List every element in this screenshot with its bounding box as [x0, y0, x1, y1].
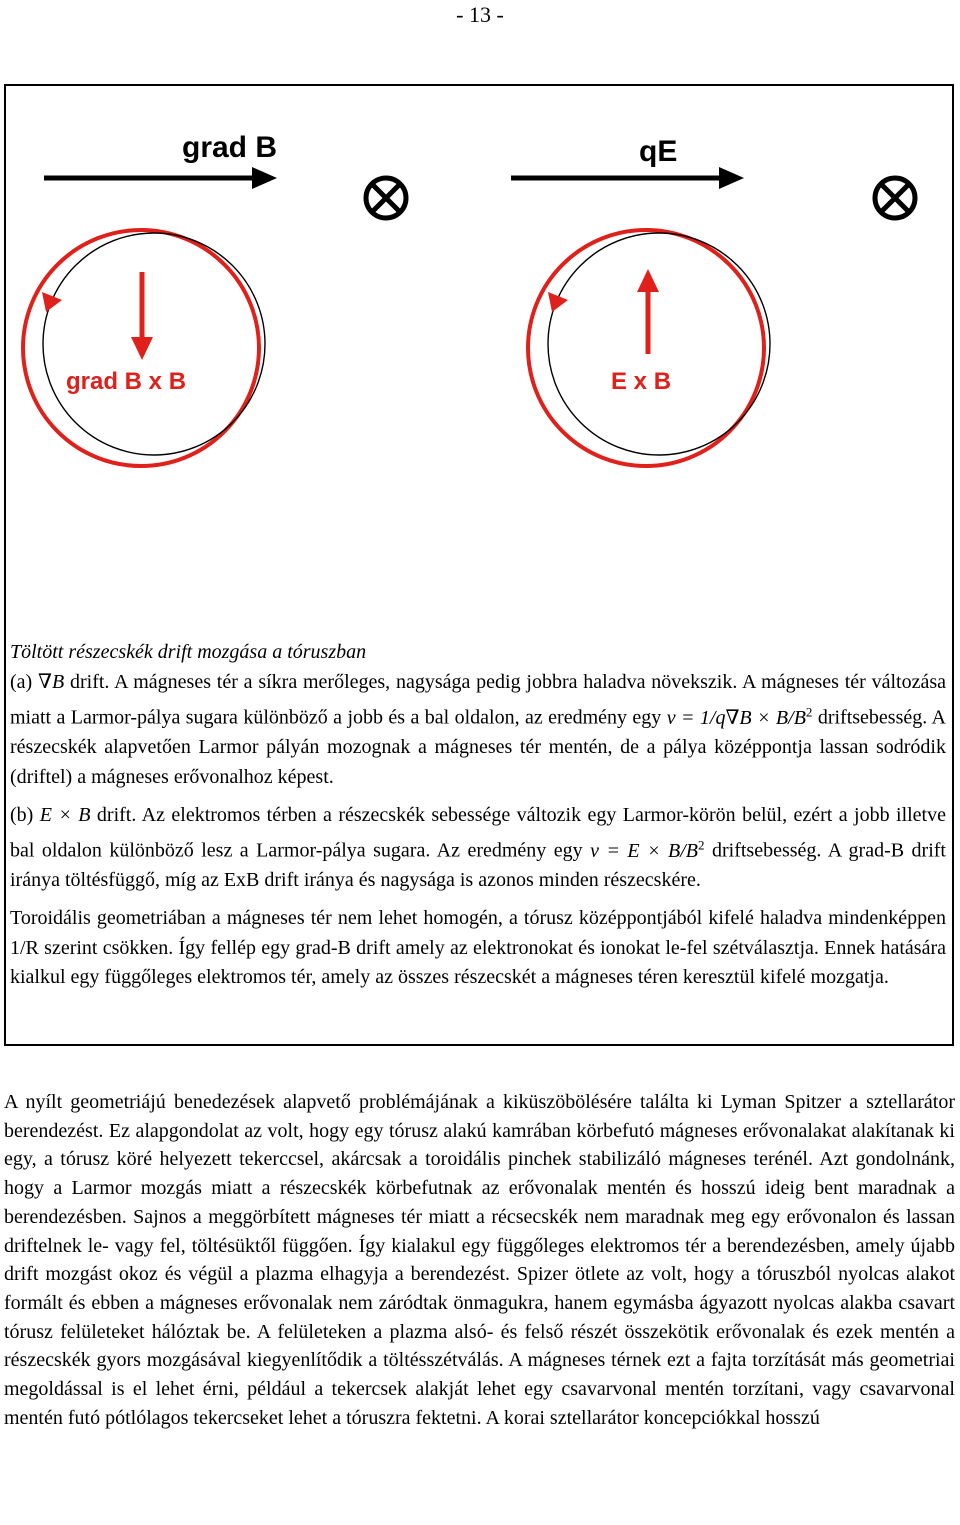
paragraph-b-text-2: driftsebesség. A grad-B drift iránya töltésfüggő, míg az ExB drift iránya és nagysága is azonos minden részecskére. — [10, 839, 946, 892]
grad-b-x-b-arrow — [131, 272, 153, 360]
paragraph-b-lead: (b) — [10, 803, 40, 826]
e-cross-b-drift-formula: $v = E \times B/B^2$ — [590, 837, 705, 862]
left-panel — [23, 131, 406, 466]
figure-box — [4, 84, 954, 1046]
page-number: - 13 - — [456, 2, 504, 27]
e-x-b-arrow — [637, 269, 659, 354]
paragraph-b — [10, 801, 946, 896]
e-cross-b-symbol: E × B — [39, 803, 91, 826]
out-of-plane-field-icon — [875, 178, 915, 218]
out-of-plane-field-icon — [366, 178, 406, 218]
e-x-b-label: E x B — [611, 368, 672, 395]
drift-diagram — [6, 86, 952, 566]
grad-b-label: grad B — [182, 131, 278, 164]
paragraph-a-lead: (a) — [10, 670, 38, 693]
right-panel — [511, 135, 915, 466]
grad-b-arrow — [44, 167, 277, 189]
paragraph-b-text-1: drift. Az elektromos térben a részecskék sebessége változik egy Larmor-körön belül, ezért a jobb illetve bal oldalon különböző lesz a Larmor-pálya sugara. Az eredmény egy — [10, 803, 946, 862]
paragraph-a — [10, 668, 946, 793]
left-orbit-direction-arrow — [42, 292, 62, 312]
qe-label: qE — [639, 135, 678, 168]
qe-arrow — [511, 167, 744, 189]
paragraph-a-text-2: driftsebesség. A részecskék alapvetően Larmor pályán mozognak a mágneses tér mentén, de a pálya középpontja lassan sodródik (driftel) a mágneses erővonalhoz képest. — [10, 706, 946, 789]
figure-caption: Töltött részecskék drift mozgása a tóruszban — [10, 641, 367, 663]
right-orbit-direction-arrow — [548, 292, 568, 312]
body-paragraph: A nyílt geometriájú benedezések alapvető problémájának a kiküszöbölésére találta ki Lyman Spitzer a sztellarátor berendezést. Ez alapgondolat az volt, hogy egy tórusz alakú kamrában körbefutó mágneses erővonalakat alakítanak ki egy, a tórusz köré helyezett tekerccsel, akárcsak a toroidális pinchek stabilizáló mágneses terénél. Azt gondolnánk, hogy a Larmor mozgás miatt a részecskék körbefutnak az erővonalak mentén és hosszú ideig bent maradnak a berendezésben. Sajnos a meggörbített mágneses tér miatt a récsecskék nem maradnak meg egy erővonalon és lassan driftelnek le- vagy fel, töltésüktől függően. Így kialakul egy függőleges elektromos tér a berendezésben, amely újabb drift mozgást okoz és végül a plazma elhagyja a berendezést. Spizer ötlete az volt, hogy a tóruszból nyolcas alakot formált és ebben a mágneses erővonalak nem záródtak önmagukra, hanem egymásba ágyazott nyolcas alakba csavart tórusz felületeket hálóztak be. A felületeken a plazma alsó- és felső részét összekötik erővonalak és ezek mentén a részecskék gyors mozgásával kiegyenlítődik a töltésszétválás. A mágneses térnek ezt a fajta torzítását más geometriai megoldással is el lehet érni, például a tekercsek alakját lehet egy csavarvonal mentén torzítani, vagy csavarvonal mentén futó pótlólagos tekercseket lehet a tóruszra fektetni. A korai sztellarátor koncepciókkal hosszú — [4, 1091, 955, 1429]
body-text — [4, 1088, 955, 1432]
paragraph-c: Toroidális geometriában a mágneses tér nem lehet homogén, a tórusz középpontjából kifelé haladva mindenképpen 1/R szerint csökken. Így fellép egy grad-B drift amely az elektronokat és ionokat le-fel szétválasztja. Ennek hatására kialkul egy függőleges elektromos tér, amely az összes részecskét a mágneses téren keresztül kifelé mozgatja. — [10, 907, 946, 989]
figure-text — [10, 638, 946, 993]
grad-b-drift-formula: $v = 1/q\nabla B \times B/B^2$ — [666, 704, 813, 729]
paragraph-a-text-1: drift. A mágneses tér a síkra merőleges, nagysága pedig jobbra haladva növekszik. A mágneses tér változása miatt a Larmor-pálya sugara különböző a jobb és a bal oldalon, az eredmény egy — [10, 670, 947, 729]
nabla-b-symbol: ∇B — [38, 670, 65, 693]
grad-b-x-b-label: grad B x B — [66, 368, 187, 395]
